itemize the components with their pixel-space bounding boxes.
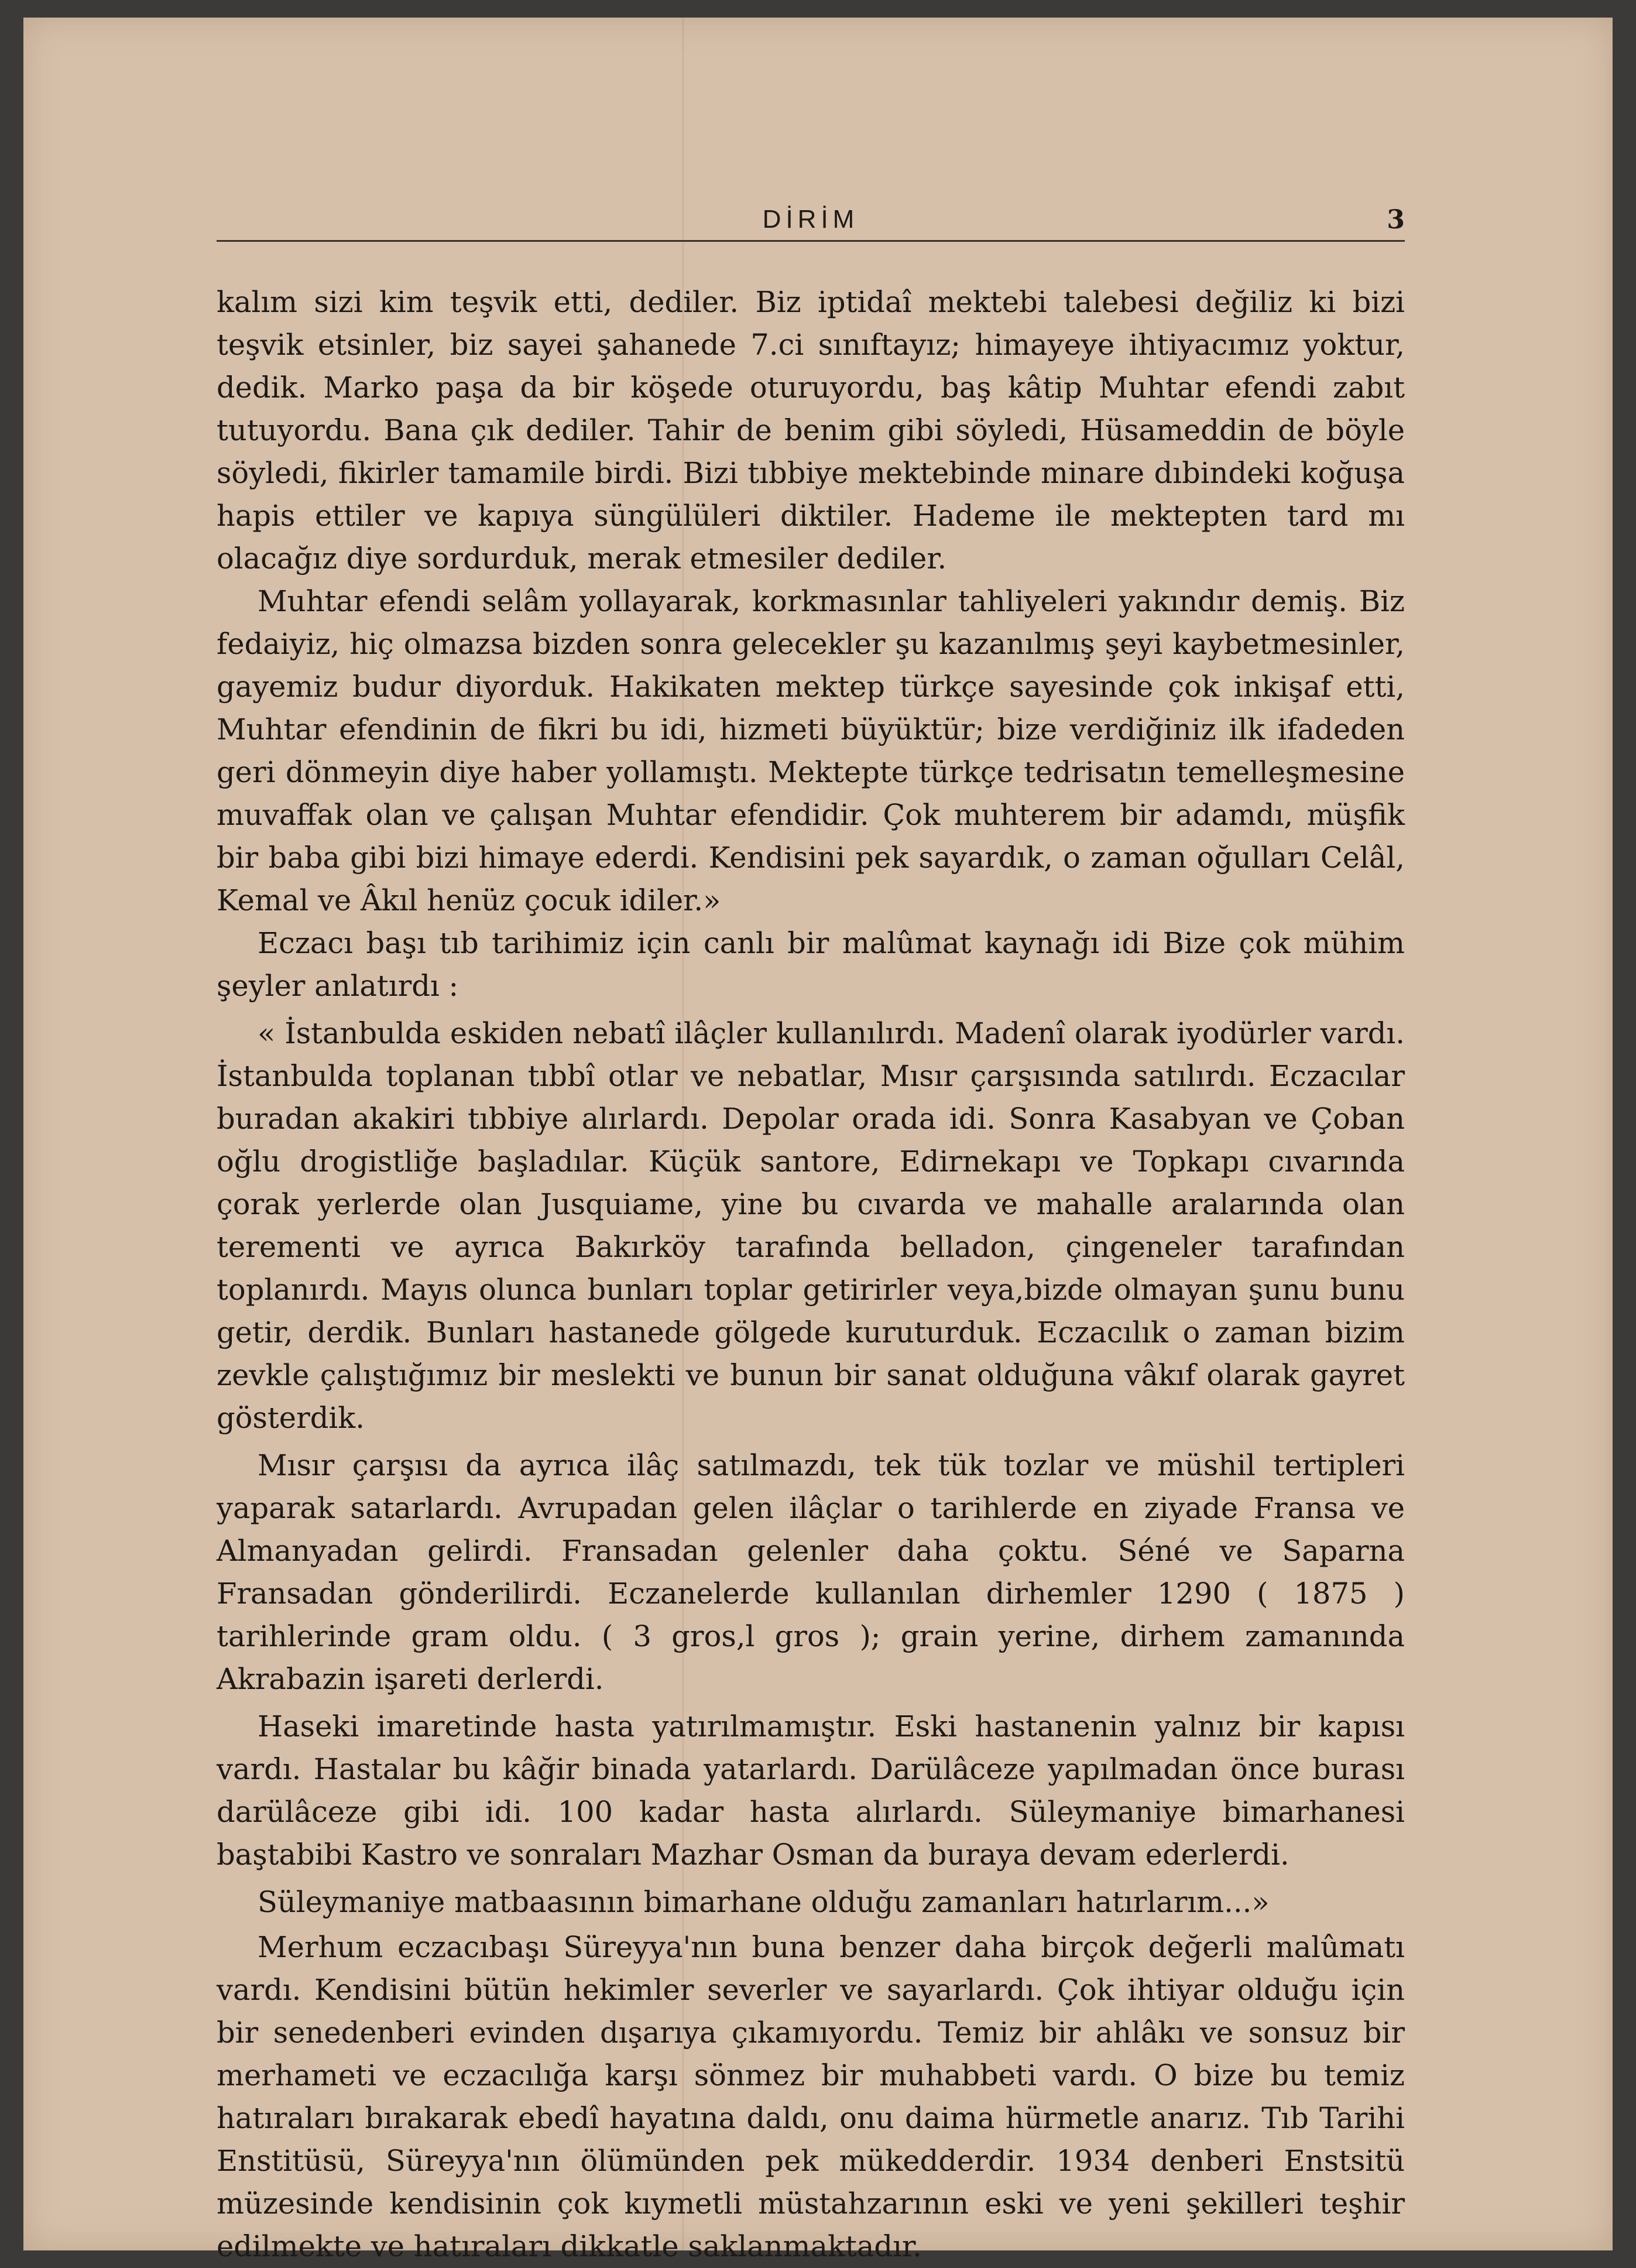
paragraph: Eczacı başı tıb tarihimiz için canlı bir malûmat kaynağı idi Bize çok mühim şeyler anlatırdı : <box>217 926 1405 1003</box>
page-number: 3 <box>1387 205 1405 235</box>
paragraph: Merhum eczacıbaşı Süreyya'nın buna benzer daha birçok değerli malûmatı vardı. Kendisini bütün hekimler severler ve sayarlardı. Çok ihtiyar olduğu için bir senedenberi evinden dışarıya çıkamıyordu. Temiz bir ahlâkı ve sonsuz bir merhameti ve eczacılığa karşı sönmez bir muhabbeti vardı. O bize bu temiz hatıraları bırakarak ebedî hayatına daldı, onu daima hürmetle anarız. Tıb Tarihi Enstitüsü, Süreyya'nın ölümünden pek mükedderdir. 1934 denberi Enstsitü müzesinde kendisinin çok kıymetli müstahzarının eski ve yeni şekilleri teşhir edilmekte ve hatıraları dikkatle saklanmaktadır. <box>217 1930 1405 2263</box>
paragraph: Mısır çarşısı da ayrıca ilâç satılmazdı, tek tük tozlar ve müshil tertipleri yaparak satarlardı. Avrupadan gelen ilâçlar o tarihlerde en ziyade Fransa ve Almanyadan gelirdi. Fransadan gelenler daha çoktu. Séné ve Saparna Fransadan gönderilirdi. Eczanelerde kullanılan dirhemler 1290 ( 1875 ) tarihlerinde gram oldu. ( 3 gros,l gros ); grain yerine, dirhem zamanında Akrabazin işareti derlerdi. <box>217 1448 1405 1696</box>
paragraph: kalım sizi kim teşvik etti, dediler. Biz iptidaî mektebi talebesi değiliz ki bizi teşvik etsinler, biz sayei şahanede 7.ci sınıftayız; himayeye ihtiyacımız yoktur, dedik. Marko paşa da bir köşede oturuyordu, baş kâtip Muhtar efendi zabıt tutuyordu. Bana çık dediler. Tahir de benim gibi söyledi, Hüsameddin de böyle söyledi, fikirler tamamile birdi. Bizi tıbbiye mektebinde minare dıbindeki koğuşa hapis ettiler ve kapıya süngülüleri diktiler. Hademe ile mektepten tard mı olacağız diye sordurduk, merak etmesiler dediler. <box>217 285 1405 575</box>
paragraph: « İstanbulda eskiden nebatî ilâçler kullanılırdı. Madenî olarak iyodürler vardı. İstanbulda toplanan tıbbî otlar ve nebatlar, Mısır çarşısında satılırdı. Eczacılar buradan akakiri tıbbiye alırlardı. Depolar orada idi. Sonra Kasabyan ve Çoban oğlu drogistliğe başladılar. Küçük santore, Edirnekapı ve Topkapı cıvarında çorak yerlerde olan Jusquiame, yine bu cıvarda ve mahalle aralarında olan terementi ve ayrıca Bakırköy tarafında belladon, çingeneler tarafından toplanırdı. Mayıs olunca bunları toplar getirirler veya,bizde olmayan şunu bunu getir, derdik. Bunları hastanede gölgede kuruturduk. Eczacılık o zaman bizim zevkle çalıştığımız bir meslekti ve bunun bir sanat olduğuna vâkıf olarak gayret gösterdik. <box>217 1016 1405 1435</box>
paragraph: Haseki imaretinde hasta yatırılmamıştır. Eski hastanenin yalnız bir kapısı vardı. Hastalar bu kâğir binada yatarlardı. Darülâceze yapılmadan önce burası darülâceze gibi idi. 100 kadar hasta alırlardı. Süleymaniye bimarhanesi baştabibi Kastro ve sonraları Mazhar Osman da buraya devam ederlerdi. <box>217 1709 1405 1872</box>
paragraph: Süleymaniye matbaasının bimarhane olduğu zamanları hatırlarım...» <box>258 1885 1270 1919</box>
running-header <box>217 193 1405 242</box>
article-body <box>217 281 1405 2268</box>
paragraph: Muhtar efendi selâm yollayarak, korkmasınlar tahliyeleri yakındır demiş. Biz fedaiyiz, hiç olmazsa bizden sonra gelecekler şu kazanılmış şeyi kaybetmesinler, gayemiz budur diyorduk. Hakikaten mektep türkçe sayesinde çok inkişaf etti, Muhtar efendinin de fikri bu idi, hizmeti büyüktür; bize verdiğiniz ilk ifadeden geri dönmeyin diye haber yollamıştı. Mektepte türkçe tedrisatın temelleşmesine muvaffak olan ve çalışan Muhtar efendidir. Çok muhterem bir adamdı, müşfik bir baba gibi bizi himaye ederdi. Kendisini pek sayardık, o zaman oğulları Celâl, Kemal ve Âkıl henüz çocuk idiler.» <box>217 584 1405 917</box>
magazine-page <box>23 18 1613 2263</box>
journal-title: DİRİM <box>762 205 859 234</box>
